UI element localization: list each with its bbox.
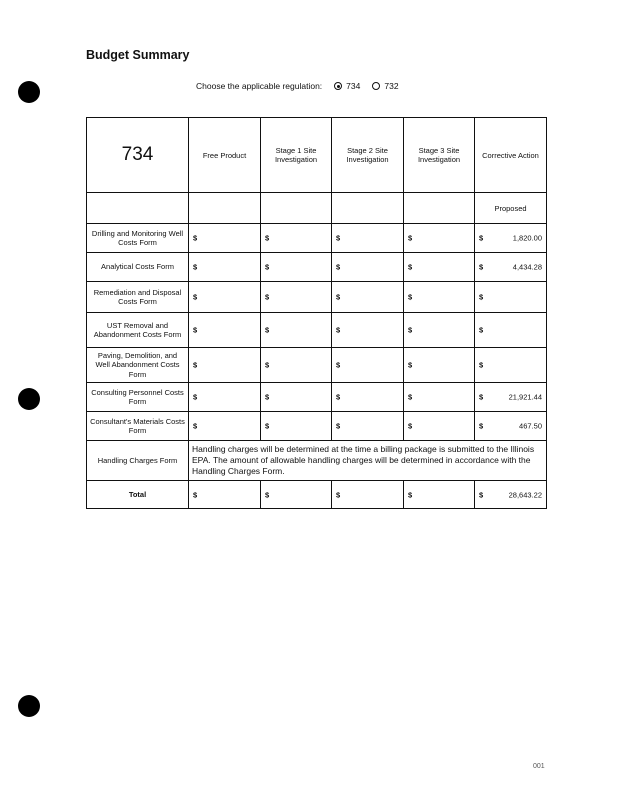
handling-charges-row xyxy=(87,441,547,481)
amount-cell[interactable]: $ xyxy=(332,224,404,253)
column-header: Free Product xyxy=(189,118,261,193)
amount-cell[interactable]: $ xyxy=(261,282,332,313)
amount-cell[interactable]: $ xyxy=(189,282,261,313)
row-label: Drilling and Monitoring Well Costs Form xyxy=(87,224,189,253)
amount-cell[interactable]: $ xyxy=(261,253,332,282)
table-row xyxy=(87,412,547,441)
row-label: Consultant's Materials Costs Form xyxy=(87,412,189,441)
empty-cell xyxy=(404,193,475,224)
empty-cell xyxy=(87,193,189,224)
total-row xyxy=(87,481,547,509)
table-row xyxy=(87,348,547,383)
regulation-option-732[interactable] xyxy=(372,81,398,91)
radio-selected-icon[interactable] xyxy=(334,82,342,90)
punch-hole-bottom xyxy=(18,695,40,717)
table-header-row xyxy=(87,118,547,193)
amount-cell[interactable]: $ xyxy=(189,253,261,282)
amount-cell[interactable]: $ xyxy=(404,348,475,383)
amount-cell[interactable]: $ xyxy=(332,348,404,383)
amount-cell[interactable]: $ xyxy=(404,313,475,348)
amount-cell[interactable]: $ 1,820.00 xyxy=(475,224,547,253)
amount-cell[interactable]: $ xyxy=(332,383,404,412)
amount-value: 21,921.44 xyxy=(508,392,542,402)
amount-cell[interactable]: $ xyxy=(332,412,404,441)
column-header: Stage 3 Site Investigation xyxy=(404,118,475,193)
amount-cell[interactable]: $ xyxy=(261,383,332,412)
amount-cell[interactable]: $ 21,921.44 xyxy=(475,383,547,412)
amount-value: 467.50 xyxy=(519,421,542,431)
row-label: Handling Charges Form xyxy=(87,441,189,481)
amount-cell[interactable]: $ xyxy=(332,253,404,282)
row-label: Paving, Demolition, and Well Abandonment Costs Form xyxy=(87,348,189,383)
column-header: Stage 1 Site Investigation xyxy=(261,118,332,193)
amount-cell[interactable]: $ xyxy=(189,348,261,383)
total-value: 28,643.22 xyxy=(508,490,542,499)
regulation-option-label: 734 xyxy=(346,81,361,91)
regulation-corner-label: 734 xyxy=(87,118,189,193)
amount-cell[interactable]: $ xyxy=(475,282,547,313)
amount-cell[interactable]: $ xyxy=(261,348,332,383)
table-row xyxy=(87,383,547,412)
amount-cell[interactable]: $ xyxy=(404,481,475,509)
column-header: Corrective Action xyxy=(475,118,547,193)
amount-cell[interactable]: $ xyxy=(404,282,475,313)
amount-value: 1,820.00 xyxy=(512,233,542,243)
regulation-selector xyxy=(196,81,399,91)
amount-cell[interactable]: $ xyxy=(261,313,332,348)
budget-table xyxy=(86,117,547,509)
table-row xyxy=(87,253,547,282)
amount-cell[interactable]: $ xyxy=(332,313,404,348)
column-header: Stage 2 Site Investigation xyxy=(332,118,404,193)
amount-cell[interactable]: $ xyxy=(404,224,475,253)
regulation-prompt: Choose the applicable regulation: xyxy=(196,81,323,91)
row-label: Analytical Costs Form xyxy=(87,253,189,282)
amount-cell[interactable]: $ xyxy=(261,412,332,441)
amount-cell[interactable]: $ xyxy=(475,313,547,348)
amount-cell[interactable]: $ 4,434.28 xyxy=(475,253,547,282)
regulation-option-label: 732 xyxy=(384,81,399,91)
table-row xyxy=(87,282,547,313)
amount-cell[interactable]: $ 467.50 xyxy=(475,412,547,441)
punch-hole-middle xyxy=(18,388,40,410)
page-mark: 001 xyxy=(533,763,545,770)
amount-cell[interactable]: $ 28,643.22 xyxy=(475,481,547,509)
proposed-label: Proposed xyxy=(475,193,547,224)
amount-cell[interactable]: $ xyxy=(189,412,261,441)
amount-cell[interactable]: $ xyxy=(404,412,475,441)
empty-cell xyxy=(189,193,261,224)
amount-cell[interactable]: $ xyxy=(332,481,404,509)
table-row xyxy=(87,313,547,348)
radio-unselected-icon[interactable] xyxy=(372,82,380,90)
handling-charges-note: Handling charges will be determined at the time a billing package is submitted to the Illinois EPA. The amount of allowable handling charges will be determined in accordance with the Handling Charges Form. xyxy=(189,441,547,481)
amount-cell[interactable]: $ xyxy=(189,481,261,509)
page-title: Budget Summary xyxy=(86,48,190,62)
amount-cell[interactable]: $ xyxy=(189,383,261,412)
table-subheader-row xyxy=(87,193,547,224)
amount-cell[interactable]: $ xyxy=(332,282,404,313)
table-row xyxy=(87,224,547,253)
empty-cell xyxy=(332,193,404,224)
row-label: Consulting Personnel Costs Form xyxy=(87,383,189,412)
total-label: Total xyxy=(87,481,189,509)
regulation-option-734[interactable] xyxy=(334,81,360,91)
amount-cell[interactable]: $ xyxy=(475,348,547,383)
amount-cell[interactable]: $ xyxy=(404,253,475,282)
amount-cell[interactable]: $ xyxy=(261,224,332,253)
empty-cell xyxy=(261,193,332,224)
amount-cell[interactable]: $ xyxy=(261,481,332,509)
amount-cell[interactable]: $ xyxy=(189,313,261,348)
row-label: UST Removal and Abandonment Costs Form xyxy=(87,313,189,348)
punch-hole-top xyxy=(18,81,40,103)
amount-value: 4,434.28 xyxy=(512,262,542,272)
amount-cell[interactable]: $ xyxy=(404,383,475,412)
row-label: Remediation and Disposal Costs Form xyxy=(87,282,189,313)
amount-cell[interactable]: $ xyxy=(189,224,261,253)
